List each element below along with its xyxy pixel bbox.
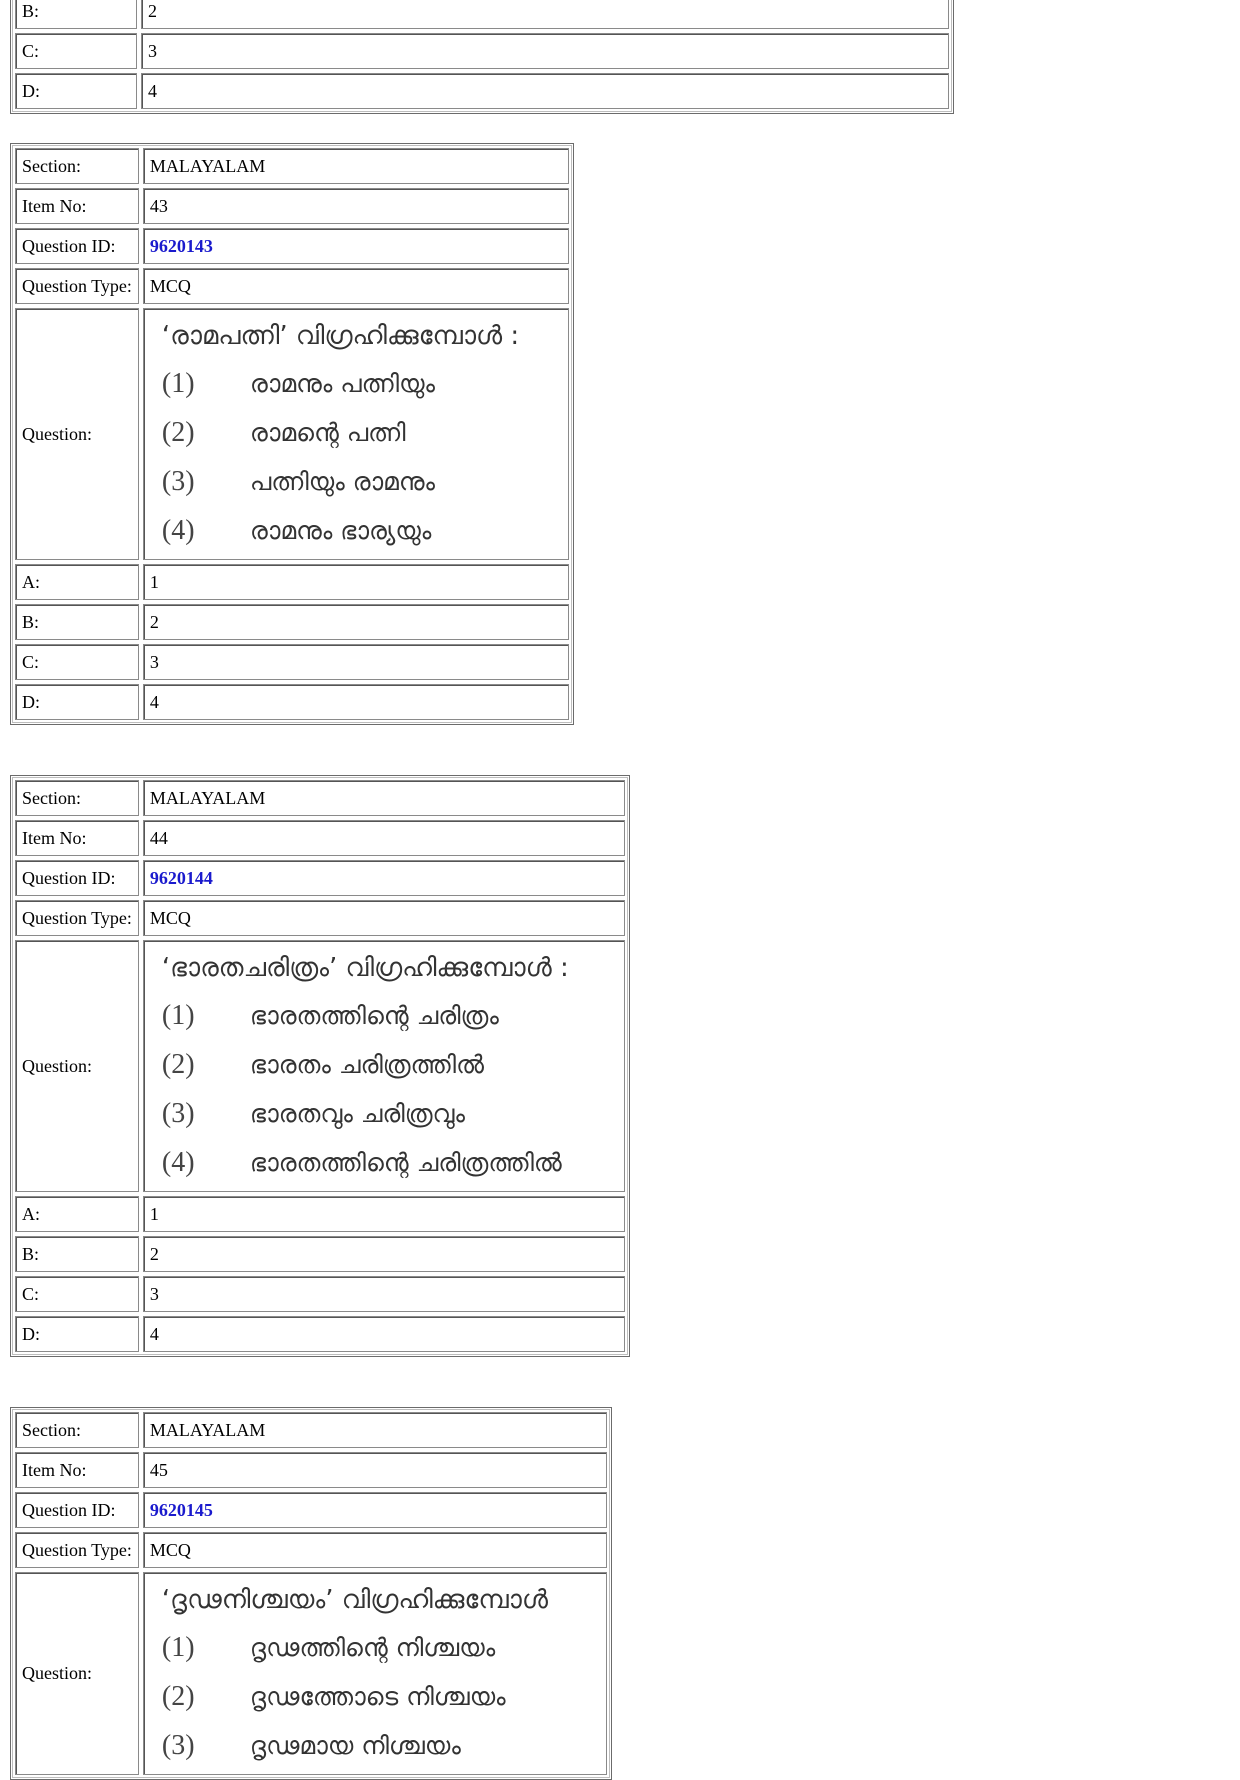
question-type-label: Question Type: bbox=[15, 268, 139, 304]
section-label: Section: bbox=[15, 1412, 139, 1448]
option-text: ദൃഢത്തിന്റെ നിശ്ചയം bbox=[249, 1633, 496, 1662]
question-id-row bbox=[15, 228, 569, 264]
item-no-label: Item No: bbox=[15, 820, 139, 856]
option-d-row bbox=[15, 73, 949, 109]
question-id-label: Question ID: bbox=[15, 860, 139, 896]
option-c-label: C: bbox=[15, 33, 137, 69]
option-text: ദൃഢമായ നിശ്ചയം bbox=[249, 1731, 461, 1760]
question-option-4 bbox=[162, 506, 554, 555]
option-b-value: 2 bbox=[141, 0, 949, 29]
option-number: (4) bbox=[161, 515, 195, 546]
question-text bbox=[143, 940, 625, 1192]
option-number: (3) bbox=[161, 1098, 195, 1129]
section-row bbox=[15, 148, 569, 184]
question-type-row bbox=[15, 900, 625, 936]
option-a-value: 1 bbox=[143, 1196, 625, 1232]
question-id-value: 9620145 bbox=[143, 1492, 607, 1528]
item-no-row bbox=[15, 820, 625, 856]
question-type-value: MCQ bbox=[143, 268, 569, 304]
option-number: (1) bbox=[161, 1632, 195, 1663]
question-option-2 bbox=[162, 1672, 592, 1721]
option-b-value: 2 bbox=[143, 604, 569, 640]
item-no-row bbox=[15, 1452, 607, 1488]
option-number: (3) bbox=[161, 466, 195, 497]
question-table-43 bbox=[10, 143, 574, 725]
question-text bbox=[143, 308, 569, 560]
question-row bbox=[15, 308, 569, 560]
option-d-value: 4 bbox=[143, 1316, 625, 1352]
question-type-value: MCQ bbox=[143, 1532, 607, 1568]
section-value: MALAYALAM bbox=[143, 148, 569, 184]
option-c-value: 3 bbox=[143, 1276, 625, 1312]
option-c-label: C: bbox=[15, 1276, 139, 1312]
option-b-row bbox=[15, 604, 569, 640]
option-d-label: D: bbox=[15, 684, 139, 720]
question-row bbox=[15, 1572, 607, 1775]
question-option-1 bbox=[162, 991, 610, 1040]
option-number: (1) bbox=[161, 368, 195, 399]
option-b-row bbox=[15, 1236, 625, 1272]
option-text: രാമനും ഭാര്യയും bbox=[249, 516, 432, 545]
question-option-3 bbox=[162, 1721, 592, 1770]
option-a-label: A: bbox=[15, 564, 139, 600]
option-d-row bbox=[15, 1316, 625, 1352]
question-id-label: Question ID: bbox=[15, 1492, 139, 1528]
option-text: ഭാരതവും ചരിത്രവും bbox=[249, 1099, 465, 1128]
option-a-row bbox=[15, 1196, 625, 1232]
option-c-row bbox=[15, 33, 949, 69]
option-text: രാമനും പത്നിയും bbox=[249, 369, 436, 398]
section-row bbox=[15, 780, 625, 816]
question-stem: ‘രാമപത്നി’ വിഗ്രഹിക്കുമ്പോൾ : bbox=[161, 321, 520, 351]
question-label: Question: bbox=[15, 1572, 139, 1775]
item-no-value: 45 bbox=[143, 1452, 607, 1488]
option-d-row bbox=[15, 684, 569, 720]
option-text: രാമന്റെ പത്നി bbox=[249, 418, 406, 447]
option-b-value: 2 bbox=[143, 1236, 625, 1272]
option-c-row bbox=[15, 1276, 625, 1312]
option-c-row bbox=[15, 644, 569, 680]
question-option-3 bbox=[162, 1089, 610, 1138]
option-text: പത്നിയും രാമനും bbox=[249, 467, 436, 496]
option-b-row bbox=[15, 0, 949, 29]
option-d-value: 4 bbox=[141, 73, 949, 109]
question-option-3 bbox=[162, 457, 554, 506]
section-row bbox=[15, 1412, 607, 1448]
question-label: Question: bbox=[15, 940, 139, 1192]
option-text: ദൃഢത്തോടെ നിശ്ചയം bbox=[249, 1682, 506, 1711]
option-b-label: B: bbox=[15, 0, 137, 29]
question-stem: ‘ഭാരതചരിത്രം’ വിഗ്രഹിക്കുമ്പോൾ : bbox=[161, 953, 569, 983]
option-d-value: 4 bbox=[143, 684, 569, 720]
option-d-label: D: bbox=[15, 73, 137, 109]
item-no-label: Item No: bbox=[15, 188, 139, 224]
option-number: (3) bbox=[161, 1730, 195, 1761]
question-table-45 bbox=[10, 1407, 612, 1780]
option-c-value: 3 bbox=[141, 33, 949, 69]
question-option-1 bbox=[162, 359, 554, 408]
option-c-value: 3 bbox=[143, 644, 569, 680]
item-no-row bbox=[15, 188, 569, 224]
option-number: (2) bbox=[161, 1049, 195, 1080]
question-type-value: MCQ bbox=[143, 900, 625, 936]
option-text: ഭാരതം ചരിത്രത്തിൽ bbox=[249, 1050, 484, 1079]
question-id-value: 9620144 bbox=[143, 860, 625, 896]
question-type-label: Question Type: bbox=[15, 1532, 139, 1568]
option-b-label: B: bbox=[15, 1236, 139, 1272]
question-type-row bbox=[15, 268, 569, 304]
option-number: (2) bbox=[161, 417, 195, 448]
section-label: Section: bbox=[15, 780, 139, 816]
section-value: MALAYALAM bbox=[143, 780, 625, 816]
question-id-value: 9620143 bbox=[143, 228, 569, 264]
option-number: (1) bbox=[161, 1000, 195, 1031]
question-type-row bbox=[15, 1532, 607, 1568]
option-a-row bbox=[15, 564, 569, 600]
option-d-label: D: bbox=[15, 1316, 139, 1352]
option-number: (4) bbox=[161, 1147, 195, 1178]
question-stem: ‘ദൃഢനിശ്ചയം’ വിഗ്രഹിക്കുമ്പോൾ bbox=[161, 1585, 548, 1615]
question-type-label: Question Type: bbox=[15, 900, 139, 936]
question-table-previous bbox=[10, 0, 954, 114]
question-id-row bbox=[15, 860, 625, 896]
question-id-row bbox=[15, 1492, 607, 1528]
option-text: ഭാരതത്തിന്റെ ചരിത്രം bbox=[249, 1001, 499, 1030]
question-text bbox=[143, 1572, 607, 1775]
question-option-2 bbox=[162, 1040, 610, 1089]
question-option-1 bbox=[162, 1623, 592, 1672]
option-text: ഭാരതത്തിന്റെ ചരിത്രത്തിൽ bbox=[249, 1148, 562, 1177]
option-a-value: 1 bbox=[143, 564, 569, 600]
section-value: MALAYALAM bbox=[143, 1412, 607, 1448]
question-id-label: Question ID: bbox=[15, 228, 139, 264]
section-label: Section: bbox=[15, 148, 139, 184]
item-no-label: Item No: bbox=[15, 1452, 139, 1488]
question-table-44 bbox=[10, 775, 630, 1357]
question-option-4 bbox=[162, 1138, 610, 1187]
question-option-2 bbox=[162, 408, 554, 457]
option-b-label: B: bbox=[15, 604, 139, 640]
item-no-value: 43 bbox=[143, 188, 569, 224]
question-label: Question: bbox=[15, 308, 139, 560]
option-a-label: A: bbox=[15, 1196, 139, 1232]
option-c-label: C: bbox=[15, 644, 139, 680]
question-row bbox=[15, 940, 625, 1192]
item-no-value: 44 bbox=[143, 820, 625, 856]
option-number: (2) bbox=[161, 1681, 195, 1712]
